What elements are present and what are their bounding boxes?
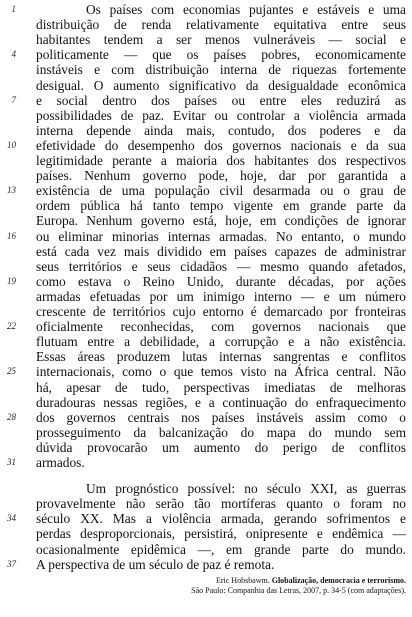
paragraph-line: ocasionalmente epidêmica —, em grande parte do mundo. [36, 541, 406, 557]
paragraph-line: distribuição de renda relativamente equitativa entre seus [36, 17, 406, 33]
paragraph-line: A perspectiva de um século de paz é remota. [36, 556, 275, 572]
text-line [0, 380, 412, 395]
paragraph-line: prosseguimento da balcanização do mapa do mundo sem [36, 424, 406, 440]
text-line [0, 364, 412, 379]
text-line [0, 259, 412, 274]
citation-title: Globalização, democracia e terrorismo. [271, 575, 406, 585]
text-line [0, 289, 412, 304]
text-line [0, 168, 412, 183]
text-line [0, 440, 412, 455]
paragraph-line: Essas áreas produzem lutas internas sangrentas e conflitos [36, 349, 406, 365]
paragraph-line: dúvida provocarão um aumento do perigo de conflitos [36, 439, 406, 455]
paragraph-line: está cada vez mais dividido em países capazes de administrar [36, 243, 406, 259]
citation-line [120, 576, 406, 586]
line-number: 19 [7, 275, 16, 286]
line-number: 4 [11, 49, 16, 60]
paragraph-line: Os países com economias pujantes e estáveis e uma [86, 2, 406, 17]
text-line [0, 47, 412, 62]
paragraph-line: armados. [36, 455, 85, 470]
paragraph-line: países. Nenhum governo pode, hoje, dar por garantida a [36, 168, 406, 184]
paragraph-line: há, apesar de tudo, perspectivas imediatas de melhoras [36, 379, 406, 395]
paragraph-line: instáveis e com distribuição interna de riquezas fortemente [36, 62, 406, 78]
paragraph-line: possibilidades de paz. Evitar ou controlar a violência armada [36, 107, 406, 123]
text-line [0, 2, 412, 17]
text-line [0, 455, 412, 470]
paragraph-line: seus territórios e seus cidadãos — mesmo quando afetados, [36, 258, 406, 274]
text-line [0, 244, 412, 259]
text-line [0, 123, 412, 138]
paragraph-line: existência de uma população civil desarmada ou o grau de [36, 183, 406, 199]
citation-publisher: São Paulo: Companhia das Letras, 2007, p. 34-5 (com adaptações). [191, 585, 406, 595]
line-number: 31 [7, 457, 16, 467]
text-line [0, 32, 412, 47]
text-line [0, 183, 412, 198]
text-line [0, 557, 412, 572]
text-line [0, 349, 412, 364]
line-number: 22 [7, 321, 16, 332]
paragraph-line: século XX. Mas a violência armada, gerando sofrimentos e [36, 511, 406, 527]
paragraph-line: legitimidade perante a maioria dos habitantes dos respectivos [36, 153, 406, 168]
paragraph-line: Europa. Nenhum governo está, hoje, em condições de ignorar [36, 213, 406, 229]
paragraph-line: perdas desproporcionais, persistirá, onipresente e endêmica — [36, 526, 406, 542]
line-number: 16 [7, 230, 16, 241]
paragraph-line: Um prognóstico possível: no século XXI, as guerras [86, 481, 406, 497]
paragraph-line: flutuam entre a debilidade, a corrupção e a não existência. [36, 334, 406, 350]
text-line [0, 395, 412, 410]
line-number: 10 [7, 139, 16, 150]
text-line [0, 93, 412, 108]
text-line [0, 108, 412, 123]
paragraph-line: duradouras nessas regiões, e a continuação do enfraquecimento [36, 394, 406, 410]
paragraph-line: oficialmente reconhecidas, com governos nacionais que [36, 319, 406, 335]
text-line [0, 229, 412, 244]
text-line [0, 198, 412, 213]
text-line [0, 304, 412, 319]
line-number: 13 [7, 185, 16, 196]
text-line [0, 78, 412, 93]
text-line [0, 334, 412, 349]
paragraph-line: ordem pública há tanto tempo vigente em grande parte da [36, 198, 406, 214]
text-line [0, 511, 412, 526]
text-line [0, 274, 412, 289]
paragraph-line: interna depende ainda mais, contudo, dos poderes e da [36, 122, 406, 138]
paragraph-line: dos governos centrais nos países instáveis assim como o [36, 409, 406, 425]
text-line [0, 526, 412, 541]
citation-author: Eric Hobsbawm. [215, 575, 270, 585]
line-number: 25 [7, 366, 16, 377]
line-number: 28 [7, 411, 16, 422]
paragraph-line: armadas efetuadas por um inimigo interno — e um número [36, 288, 406, 304]
paragraph-line: desigual. O aumento significativo da desigualdade econômica [36, 77, 406, 93]
text-line [0, 425, 412, 440]
paragraph-line: como estava o Reino Unido, durante décadas, por ações [36, 273, 406, 289]
paragraph-line: internacionais, como o que temos visto na África central. Não [36, 364, 406, 380]
text-line [0, 496, 412, 511]
text-line [0, 481, 412, 496]
text-line [0, 17, 412, 32]
line-number: 1 [11, 4, 16, 14]
text-line [0, 410, 412, 425]
text-line [0, 138, 412, 153]
text-line [0, 62, 412, 77]
text-line [0, 153, 412, 168]
line-number: 34 [7, 513, 16, 524]
paragraph-line: crescente de territórios cujo entorno é demarcado por fronteiras [36, 304, 406, 319]
paragraph-line: habitantes tendem a ser menos vulneráveis — social e [36, 32, 406, 48]
text-line [0, 319, 412, 334]
paragraph-line: e social dentro dos países ou entre eles reduzirá as [36, 92, 406, 108]
paragraph-line: politicamente — que os países pobres, economicamente [36, 47, 406, 63]
paragraph-line: efetividade do desempenho dos governos nacionais e da sua [36, 137, 406, 153]
text-line [0, 542, 412, 557]
line-number: 7 [11, 94, 16, 105]
line-number: 37 [7, 558, 16, 569]
paragraph-line: ou eliminar minorias internas armadas. No entanto, o mundo [36, 228, 406, 244]
paragraph-line: provavelmente não serão tão mortíferas quanto o foram no [36, 496, 406, 512]
source-citation [120, 576, 406, 596]
text-line [0, 213, 412, 228]
